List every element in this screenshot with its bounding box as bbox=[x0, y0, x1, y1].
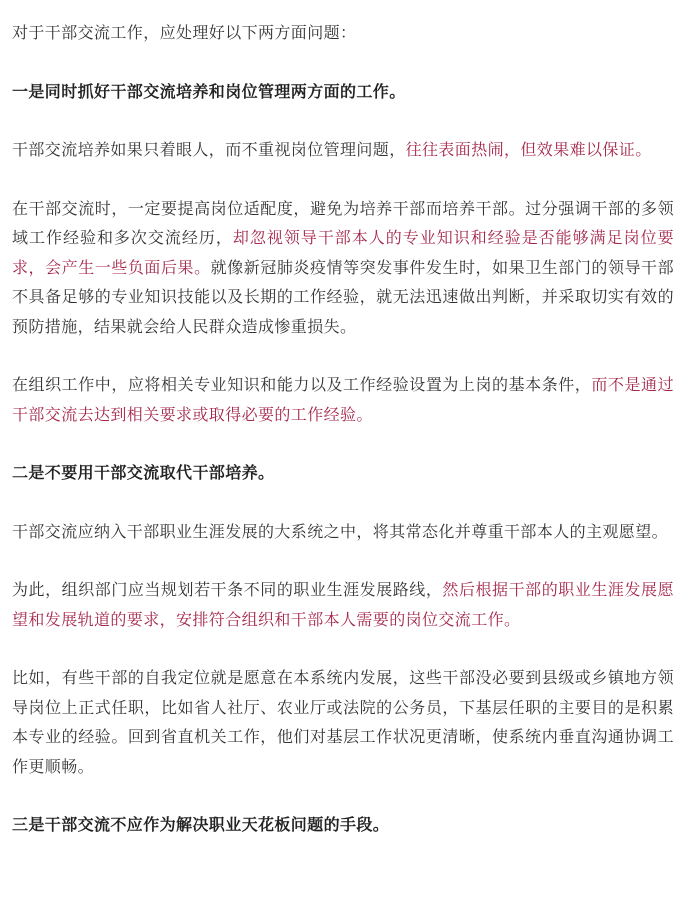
paragraph-2 bbox=[12, 194, 674, 342]
paragraph-1 bbox=[12, 135, 674, 165]
section-heading-1: 一是同时抓好干部交流培养和岗位管理两方面的工作。 bbox=[12, 81, 406, 101]
paragraph-5-text: 为此，组织部门应当规划若干条不同的职业生涯发展路线， bbox=[12, 580, 443, 599]
paragraph-3 bbox=[12, 370, 674, 429]
paragraph-3-highlight: 而不是通过干部交流去达到相关要求或取得必要的工作经验。 bbox=[12, 375, 674, 424]
paragraph-2-text-b: 就像新冠肺炎疫情等突发事件发生时，如果卫生部门的领导干部不具备足够的专业知识技能以及长期的工作经验，就无法迅速做出判断，并采取切实有效的预防措施，结果就会给人民群众造成惨重损失。 bbox=[12, 257, 674, 336]
paragraph-2-highlight: 却忽视领导干部本人的专业知识和经验是否能够满足岗位要求，会产生一些负面后果。 bbox=[12, 228, 675, 277]
paragraph-2-text-a: 在干部交流时，一定要提高岗位适配度，避免为培养干部而培养干部。过分强调干部的多领域工作经验和多次交流经历， bbox=[12, 198, 674, 247]
section-heading-3: 三是干部交流不应作为解决职业天花板问题的手段。 bbox=[12, 815, 390, 834]
paragraph-1-highlight: 往往表面热闹，但效果难以保证。 bbox=[405, 140, 652, 159]
intro-paragraph: 对于干部交流工作，应处理好以下两方面问题： bbox=[12, 23, 357, 42]
paragraph-5-highlight: 然后根据干部的职业生涯发展愿望和发展轨道的要求，安排符合组织和干部本人需要的岗位交流工作。 bbox=[12, 580, 674, 629]
paragraph-3-text: 在组织工作中，应将相关专业知识和能力以及工作经验设置为上岗的基本条件， bbox=[12, 375, 592, 394]
section-heading-2: 二是不要用干部交流取代干部培养。 bbox=[12, 463, 275, 482]
paragraph-6: 比如，有些干部的自我定位就是愿意在本系统内发展，这些干部没必要到县级或乡镇地方领导岗位上正式任职，比如省人社厅、农业厅或法院的公务员，下基层任职的主要目的是积累本专业的经验。回到省直机关工作，他们对基层工作状况更清晰，使系统内垂直沟通协调工作更顺畅。 bbox=[12, 668, 674, 776]
paragraph-1-text: 干部交流培养如果只着眼人，而不重视岗位管理问题， bbox=[12, 140, 406, 159]
paragraph-5 bbox=[12, 575, 674, 634]
paragraph-4: 干部交流应纳入干部职业生涯发展的大系统之中，将其常态化并尊重干部本人的主观愿望。 bbox=[12, 521, 669, 541]
